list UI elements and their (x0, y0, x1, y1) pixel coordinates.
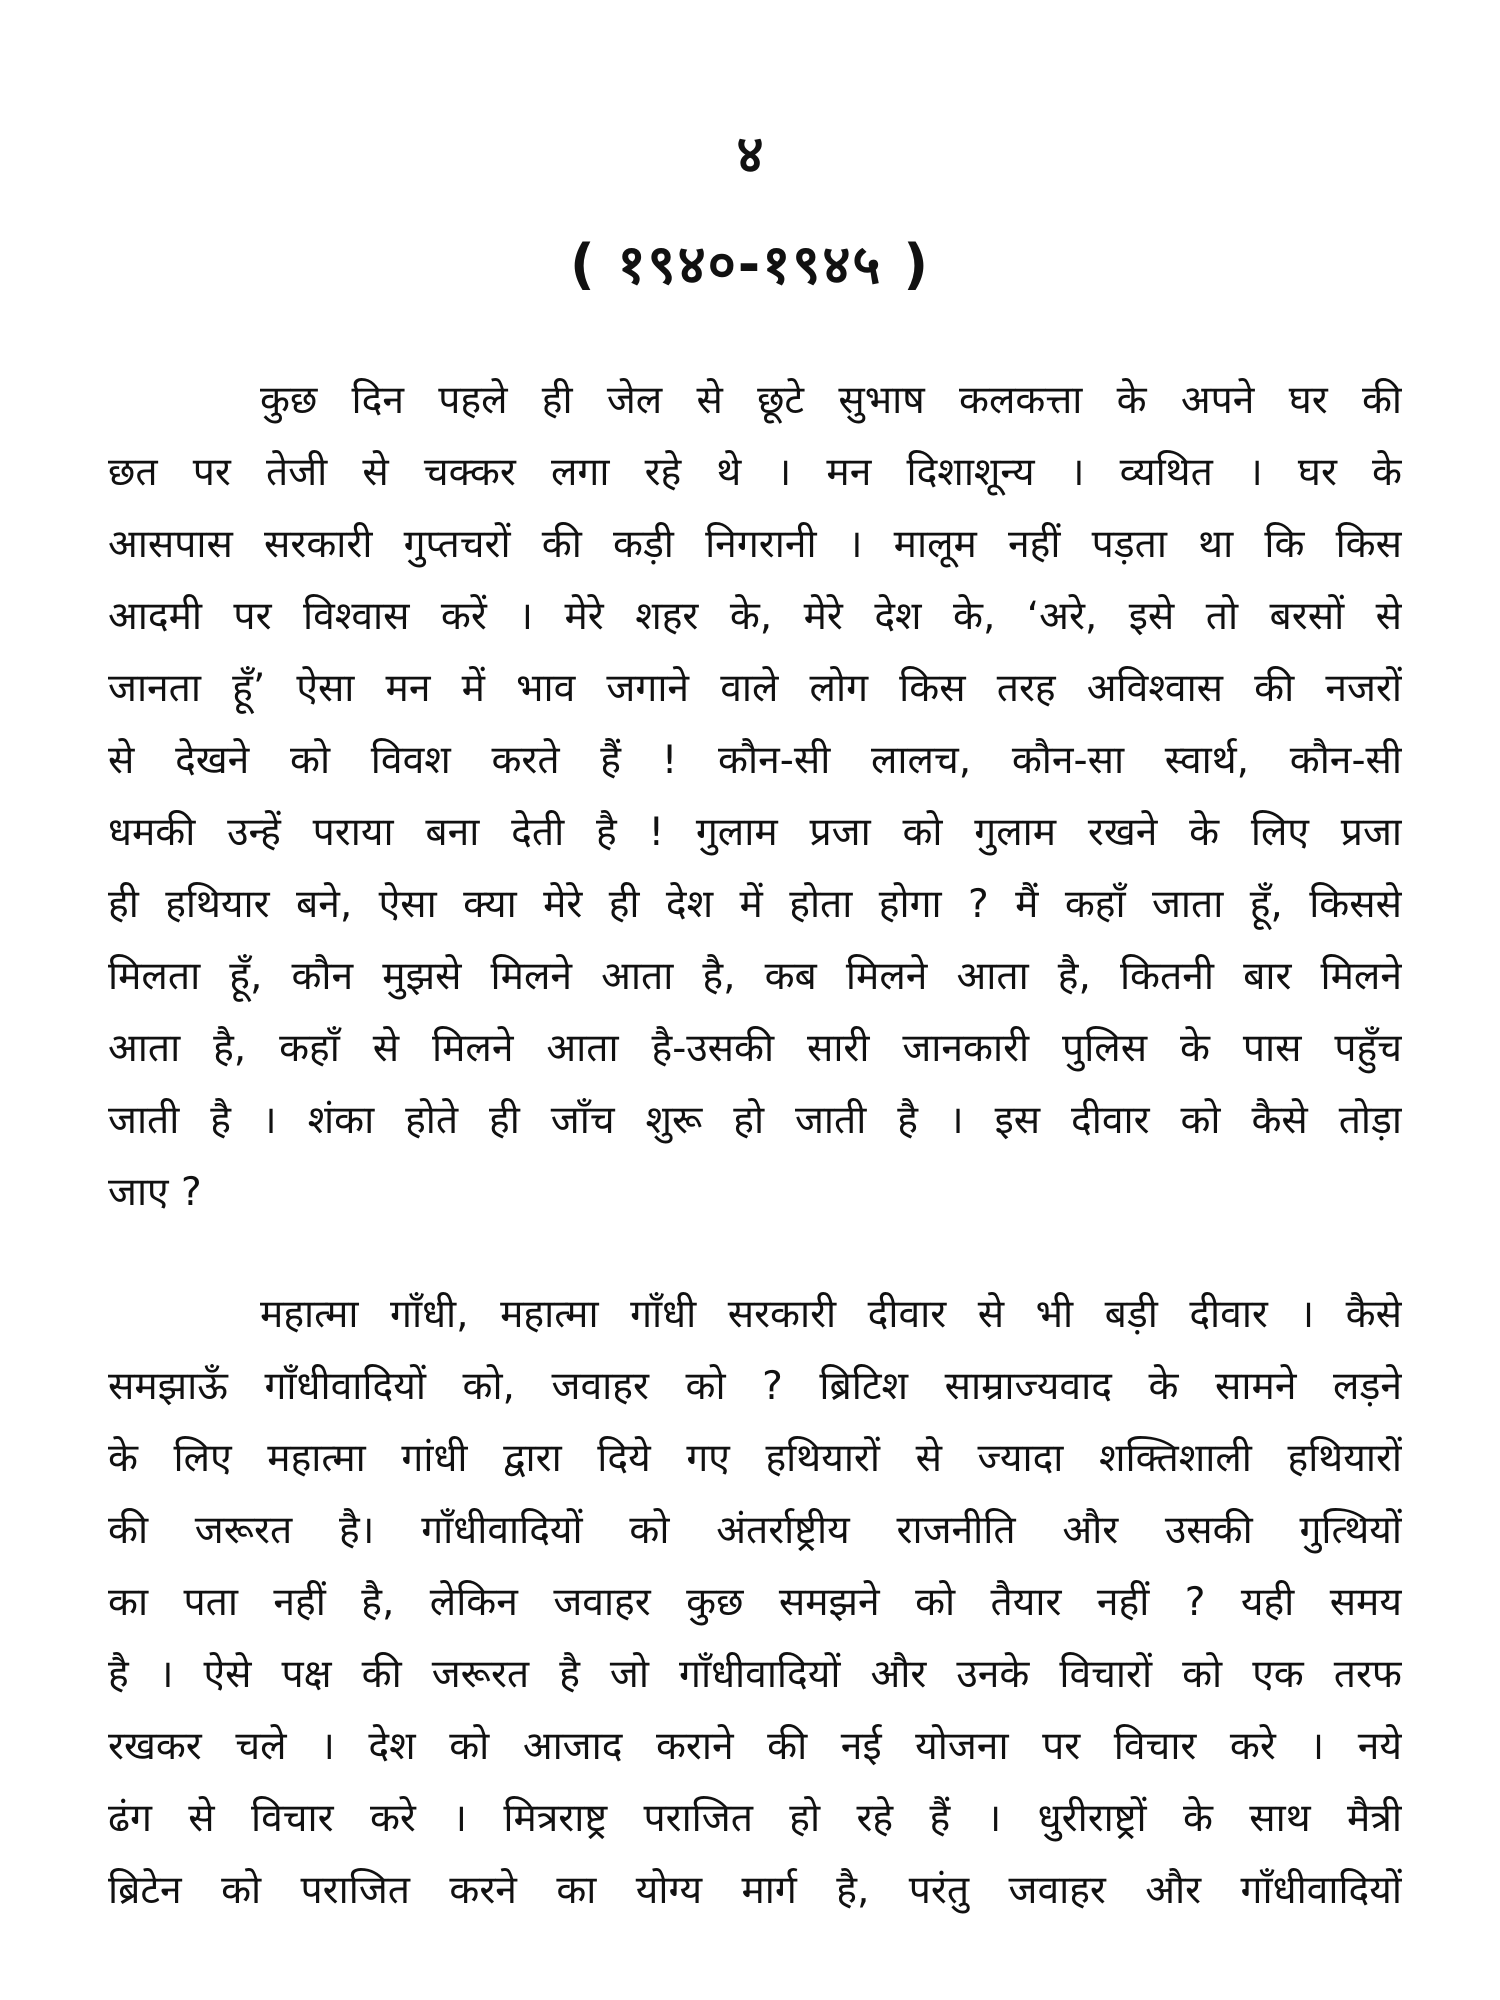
text-line: जानता हूँ’ ऐसा मन में भाव जगाने वाले लोग किस तरह अविश्वास की नजरों (108, 666, 1402, 711)
text-line: महात्मा गाँधी, महात्मा गाँधी सरकारी दीवार से भी बड़ी दीवार । कैसे (260, 1292, 1402, 1337)
text-line: छत पर तेजी से चक्कर लगा रहे थे । मन दिशाशून्य । व्यथित । घर के (108, 450, 1402, 495)
text-line: आसपास सरकारी गुप्तचरों की कड़ी निगरानी । मालूम नहीं पड़ता था कि किस (108, 522, 1402, 567)
text-line: आदमी पर विश्वास करें । मेरे शहर के, मेरे देश के, ‘अरे, इसे तो बरसों से (108, 594, 1402, 639)
text-line: समझाऊँ गाँधीवादियों को, जवाहर को ? ब्रिटिश साम्राज्यवाद के सामने लड़ने (108, 1364, 1402, 1409)
text-line: जाती है । शंका होते ही जाँच शुरू हो जाती है । इस दीवार को कैसे तोड़ा (108, 1098, 1402, 1143)
paragraph-gap (108, 1229, 1402, 1279)
text-line: ही हथियार बने, ऐसा क्या मेरे ही देश में होता होगा ? मैं कहाँ जाता हूँ, किससे (108, 882, 1402, 927)
body-text (108, 365, 1402, 1927)
chapter-number: ४ (736, 125, 764, 185)
text-line: आता है, कहाँ से मिलने आता है-उसकी सारी जानकारी पुलिस के पास पहुँच (108, 1026, 1402, 1071)
chapter-years: ( १९४०-१९४५ ) (569, 233, 930, 296)
text-line: कुछ दिन पहले ही जेल से छूटे सुभाष कलकत्ता के अपने घर की (260, 378, 1402, 423)
text-line: का पता नहीं है, लेकिन जवाहर कुछ समझने को तैयार नहीं ? यही समय (108, 1580, 1402, 1625)
text-line: के लिए महात्मा गांधी द्वारा दिये गए हथियारों से ज्यादा शक्तिशाली हथियारों (108, 1436, 1402, 1481)
text-line: जाए ? (108, 1170, 202, 1215)
text-line: धमकी उन्हें पराया बना देती है ! गुलाम प्रजा को गुलाम रखने के लिए प्रजा (108, 810, 1402, 855)
text-line: ढंग से विचार करे । मित्रराष्ट्र पराजित हो रहे हैं । धुरीराष्ट्रों के साथ मैत्री (108, 1796, 1402, 1841)
text-line: से देखने को विवश करते हैं ! कौन-सी लालच, कौन-सा स्वार्थ, कौन-सी (108, 738, 1402, 783)
text-line: मिलता हूँ, कौन मुझसे मिलने आता है, कब मिलने आता है, कितनी बार मिलने (108, 954, 1402, 999)
paragraph (108, 1279, 1402, 1927)
text-line: ब्रिटेन को पराजित करने का योग्य मार्ग है, परंतु जवाहर और गाँधीवादियों (108, 1868, 1402, 1913)
text-line: रखकर चले । देश को आजाद कराने की नई योजना पर विचार करे । नये (108, 1724, 1402, 1769)
paragraph (108, 365, 1402, 1229)
text-line: की जरूरत है। गाँधीवादियों को अंतर्राष्ट्रीय राजनीति और उसकी गुत्थियों (108, 1508, 1402, 1553)
text-line: है । ऐसे पक्ष की जरूरत है जो गाँधीवादियों और उनके विचारों को एक तरफ (108, 1652, 1402, 1697)
